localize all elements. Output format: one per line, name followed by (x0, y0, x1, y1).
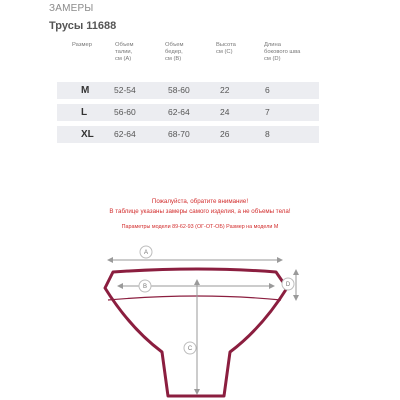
header-waist: Объем талии, см (А) (115, 42, 134, 62)
height-cell: 24 (220, 107, 230, 117)
header-side-seam: Длина бокового шва см (D) (264, 42, 301, 62)
section-title: ЗАМЕРЫ (49, 3, 94, 14)
table-header (57, 42, 319, 75)
waist-cell: 62-64 (114, 129, 136, 139)
product-title: Трусы 11688 (49, 20, 117, 32)
measure-b-label: B (142, 284, 148, 290)
header-hips: Объем бедер, см (В) (165, 42, 184, 62)
size-cell: XL (81, 129, 94, 140)
measure-c-label: C (187, 346, 193, 352)
size-table (57, 42, 319, 140)
measure-a-label: A (143, 250, 149, 256)
header-height: Высота см (С) (216, 42, 236, 55)
notice-measurements: В таблице указаны замеры самого изделия, а не объемы тела! (109, 208, 291, 215)
side-seam-cell: 7 (265, 107, 270, 117)
waist-cell: 52-54 (114, 85, 136, 95)
notice-model-params: Параметры модели 89-62-93 (ОГ-ОТ-ОБ) Размер на модели М (121, 224, 279, 230)
measure-d (282, 270, 296, 300)
notice-attention: Пожалуйста, обратите внимание! (151, 198, 249, 205)
garment-outline (105, 269, 287, 396)
table-row (57, 104, 319, 121)
hips-cell: 58-60 (168, 85, 190, 95)
panties-measurement-diagram (0, 240, 400, 400)
table-row (57, 82, 319, 99)
size-cell: M (81, 85, 90, 96)
measure-a (108, 246, 282, 260)
hips-cell: 68-70 (168, 129, 190, 139)
side-seam-cell: 8 (265, 129, 270, 139)
waist-cell: 56-60 (114, 107, 136, 117)
side-seam-cell: 6 (265, 85, 270, 95)
measure-d-label: D (285, 282, 291, 288)
garment-body (105, 269, 287, 396)
header-size: Размер (72, 42, 92, 48)
height-cell: 26 (220, 129, 230, 139)
table-row (57, 126, 319, 143)
hips-cell: 62-64 (168, 107, 190, 117)
height-cell: 22 (220, 85, 230, 95)
size-cell: L (81, 107, 88, 118)
